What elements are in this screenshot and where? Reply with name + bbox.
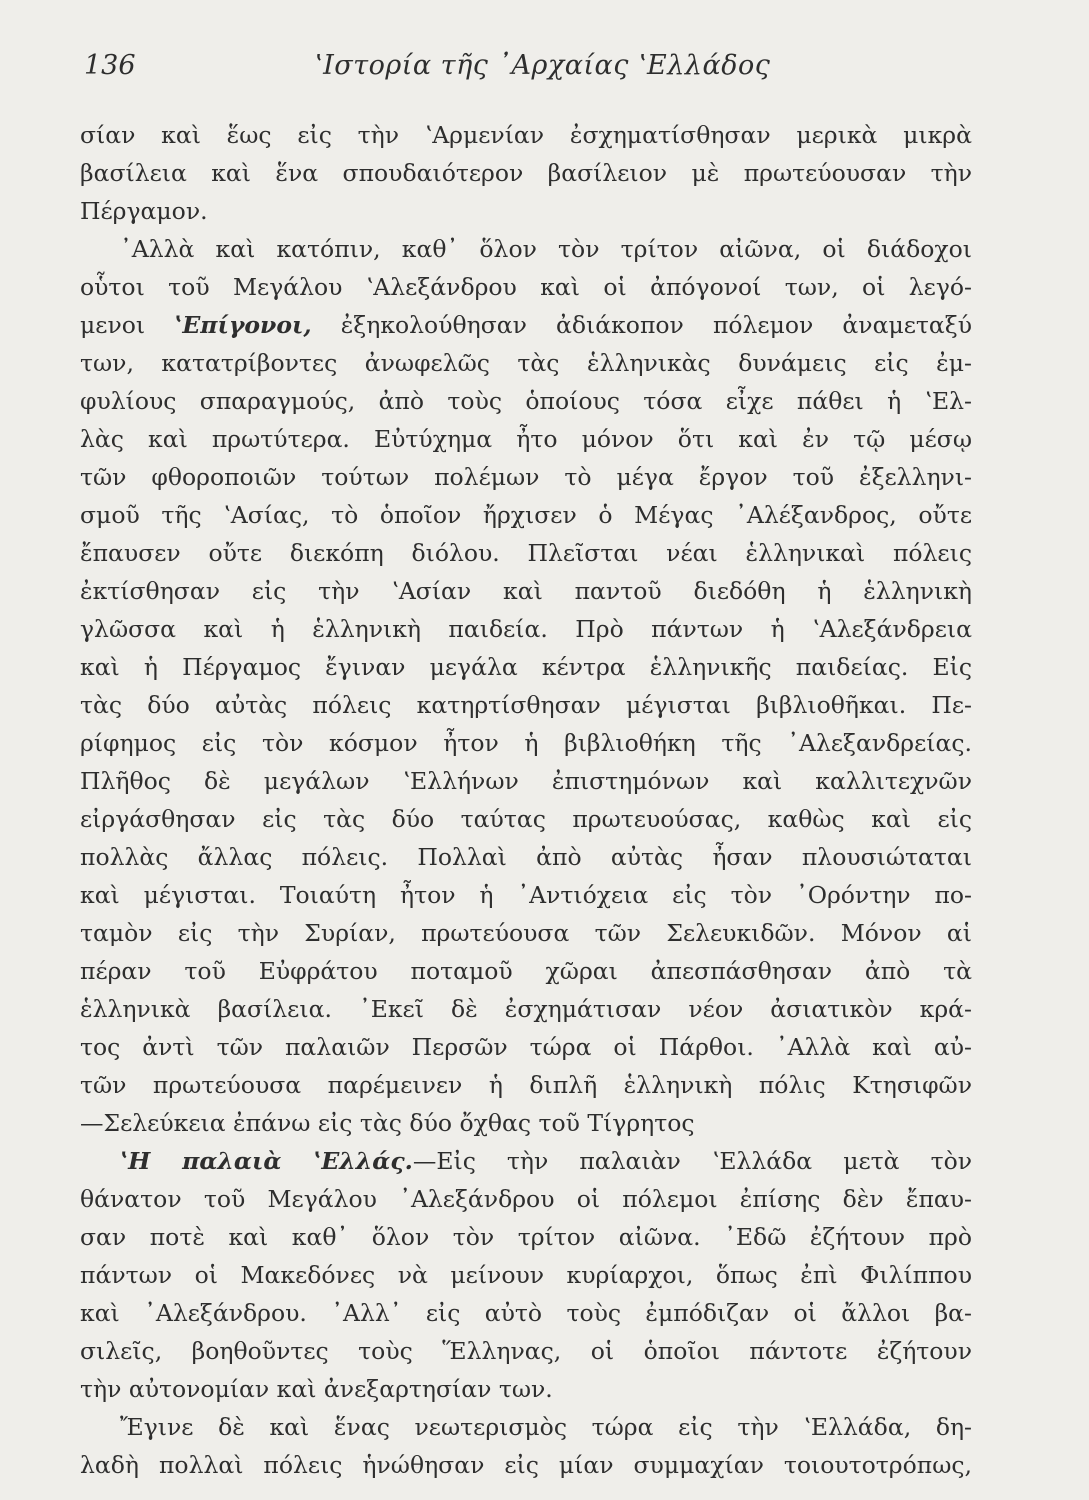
text-line: λαδὴ πολλαὶ πόλεις ἡνώθησαν εἰς μίαν συμμαχίαν τοιουτοτρόπως,	[80, 1451, 972, 1479]
text-line: των, κατατρίβοντες ἀνωφελῶς τὰς ἑλληνικὰς δυνάμεις εἰς ἐμ-	[80, 349, 972, 377]
text-line: τῶν φθοροποιῶν τούτων πολέμων τὸ μέγα ἔργον τοῦ ἐξελληνι-	[80, 463, 972, 491]
text-line: τὰς δύο αὐτὰς πόλεις κατηρτίσθησαν μέγισται βιβλιοθῆκαι. Πε-	[80, 691, 972, 719]
text-line: βασίλεια καὶ ἕνα σπουδαιότερον βασίλειον μὲ πρωτεύουσαν τὴν	[80, 159, 972, 187]
text-line: —Σελεύκεια ἐπάνω εἰς τὰς δύο ὄχθας τοῦ Τίγρητος	[80, 1109, 695, 1137]
text-line: εἰργάσθησαν εἰς τὰς δύο ταύτας πρωτευούσας, καθὼς καὶ εἰς	[80, 805, 972, 833]
text-line: σιλεῖς, βοηθοῦντες τοὺς Ἕλληνας, οἱ ὁποῖοι πάντοτε ἐζήτουν	[80, 1337, 972, 1365]
text-line: ἐκτίσθησαν εἰς τὴν ʽΑσίαν καὶ παντοῦ διεδόθη ἡ ἑλληνικὴ	[80, 577, 972, 605]
text-line: τὴν αὐτονομίαν καὶ ἀνεξαρτησίαν των.	[80, 1375, 553, 1403]
line-text: ἐξηκολούθησαν ἀδιάκοπον πόλεμον ἀναμεταξύ	[311, 311, 972, 339]
text-line: πολλὰς ἄλλας πόλεις. Πολλαὶ ἀπὸ αὐτὰς ἦσαν πλουσιώταται	[80, 843, 972, 871]
line-text: μενοι	[80, 311, 175, 339]
text-line: ἔπαυσεν οὔτε διεκόπη διόλου. Πλεῖσται νέαι ἑλληνικαὶ πόλεις	[80, 539, 972, 567]
page-body	[80, 116, 972, 1484]
text-line: ᾽Αλλὰ καὶ κατόπιν, καθ᾽ ὅλον τὸν τρίτον αἰῶνα, οἱ διάδοχοι	[120, 235, 972, 263]
text-line: καὶ μέγισται. Τοιαύτη ἦτον ἡ ᾽Αντιόχεια εἰς τὸν ᾽Ορόντην πο-	[80, 881, 972, 909]
text-line: Ἔγινε δὲ καὶ ἕνας νεωτερισμὸς τώρα εἰς τὴν ʽΕλλάδα, δη-	[120, 1413, 972, 1441]
text-line	[80, 306, 972, 344]
page-header	[84, 50, 1004, 90]
text-line: σμοῦ τῆς ʽΑσίας, τὸ ὁποῖον ἤρχισεν ὁ Μέγας ᾽Αλέξανδρος, οὔτε	[80, 501, 972, 529]
page-number: 136	[84, 50, 136, 81]
text-line: σαν ποτὲ καὶ καθ᾽ ὅλον τὸν τρίτον αἰῶνα. ᾽Εδῶ ἐζήτουν πρὸ	[80, 1223, 972, 1251]
text-line: τῶν πρωτεύουσα παρέμεινεν ἡ διπλῆ ἑλληνικὴ πόλις Κτησιφῶν	[80, 1071, 972, 1099]
text-line: Πέργαμον.	[80, 197, 208, 225]
text-line: ρίφημος εἰς τὸν κόσμον ἦτον ἡ βιβλιοθήκη τῆς ᾽Αλεξανδρείας.	[80, 729, 972, 757]
text-line: σίαν καὶ ἕως εἰς τὴν ʽΑρμενίαν ἐσχηματίσθησαν μερικὰ μικρὰ	[80, 121, 972, 149]
text-line: γλῶσσα καὶ ἡ ἑλληνικὴ παιδεία. Πρὸ πάντων ἡ ʽΑλεξάνδρεια	[80, 615, 972, 643]
text-line: Πλῆθος δὲ μεγάλων ʽΕλλήνων ἐπιστημόνων καὶ καλλιτεχνῶν	[80, 767, 972, 795]
text-line: πέραν τοῦ Εὐφράτου ποταμοῦ χῶραι ἀπεσπάσθησαν ἀπὸ τὰ	[80, 957, 972, 985]
text-line	[80, 1142, 972, 1180]
section-heading: ʽΗ παλαιὰ ʽΕλλάς.	[120, 1147, 413, 1175]
line-text: —Εἰς τὴν παλαιὰν ʽΕλλάδα μετὰ τὸν	[412, 1147, 972, 1175]
text-line: φυλίους σπαραγμούς, ἀπὸ τοὺς ὁποίους τόσα εἶχε πάθει ἡ ʽΕλ-	[80, 387, 972, 415]
text-line: πάντων οἱ Μακεδόνες νὰ μείνουν κυρίαρχοι, ὅπως ἐπὶ Φιλίππου	[80, 1261, 972, 1289]
text-line: λὰς καὶ πρωτύτερα. Εὐτύχημα ἦτο μόνον ὅτι καὶ ἐν τῷ μέσῳ	[80, 425, 972, 453]
text-line: καὶ ᾽Αλεξάνδρου. ᾽Αλλ᾽ εἰς αὐτὸ τοὺς ἐμπόδιζαν οἱ ἄλλοι βα-	[80, 1299, 972, 1327]
text-line: καὶ ἡ Πέργαμος ἔγιναν μεγάλα κέντρα ἑλληνικῆς παιδείας. Εἰς	[80, 653, 972, 681]
term-epigonoi: ʽΕπίγονοι,	[174, 311, 312, 339]
text-line: ἑλληνικὰ βασίλεια. ᾽Εκεῖ δὲ ἐσχημάτισαν νέον ἀσιατικὸν κρά-	[80, 995, 972, 1023]
text-line: τος ἀντὶ τῶν παλαιῶν Περσῶν τώρα οἱ Πάρθοι. ᾽Αλλὰ καὶ αὐ-	[80, 1033, 972, 1061]
text-line: οὗτοι τοῦ Μεγάλου ʽΑλεξάνδρου καὶ οἱ ἀπόγονοί των, οἱ λεγό-	[80, 273, 972, 301]
text-line: θάνατον τοῦ Μεγάλου ᾽Αλεξάνδρου οἱ πόλεμοι ἐπίσης δὲν ἔπαυ-	[80, 1185, 972, 1213]
running-title: ʽΙστορία τῆς ᾽Αρχαίας ʽΕλλάδος	[314, 50, 771, 81]
text-line: ταμὸν εἰς τὴν Συρίαν, πρωτεύουσα τῶν Σελευκιδῶν. Μόνον αἱ	[80, 919, 972, 947]
